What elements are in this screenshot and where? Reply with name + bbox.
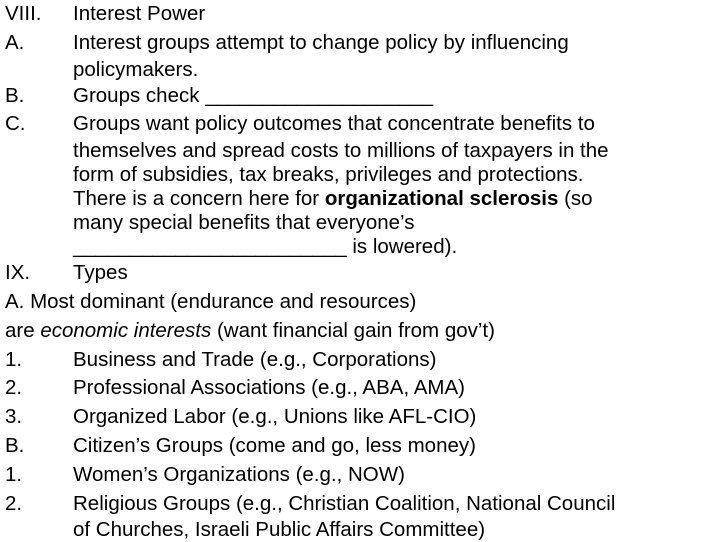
item-text: many special benefits that everyone’s	[73, 211, 415, 235]
emphasis-term: economic interests	[40, 318, 212, 342]
outline-label: 2.	[5, 376, 23, 400]
item-text: Business and Trade (e.g., Corporations)	[73, 347, 437, 371]
outline-label: 3.	[5, 405, 23, 429]
outline-label: B.	[5, 433, 25, 457]
item-text: Religious Groups (e.g., Christian Coalition, National Council	[73, 491, 616, 515]
item-ix-a-line2: are economic interests (want financial gain from gov’t)	[5, 318, 495, 342]
item-text: themselves and spread costs to millions of taxpayers in the	[73, 139, 609, 163]
item-ix-a-line1: A. Most dominant (endurance and resources)	[5, 289, 417, 313]
item-text: Groups want policy outcomes that concentrate benefits to	[73, 112, 595, 136]
item-text: Citizen’s Groups (come and go, less money)	[73, 433, 476, 457]
list-item	[0, 346, 720, 375]
list-item	[0, 490, 720, 542]
outline-label: B.	[5, 83, 25, 107]
heading-text: Types	[73, 261, 128, 285]
list-item	[0, 432, 720, 461]
item-viii-c	[0, 110, 720, 259]
list-item	[0, 461, 720, 490]
outline-label: 1.	[5, 462, 23, 486]
item-text: of Churches, Israeli Public Affairs Committee)	[73, 518, 486, 542]
item-text: Groups check ____________________	[73, 83, 434, 107]
item-viii-a	[0, 29, 720, 82]
list-item	[0, 403, 720, 432]
heading-text: Interest Power	[73, 2, 206, 25]
outline-label: A.	[5, 30, 25, 54]
heading-ix	[0, 259, 720, 288]
item-text: form of subsidies, tax breaks, privileges and protections.	[73, 163, 584, 187]
item-text: Organized Labor (e.g., Unions like AFL-CIO)	[73, 405, 477, 429]
item-text: Interest groups attempt to change policy by influencing	[73, 30, 569, 54]
outline-label: IX.	[5, 261, 31, 285]
outline-label: VIII.	[5, 2, 42, 25]
list-item	[0, 374, 720, 403]
item-text: ________________________ is lowered).	[73, 235, 458, 259]
outline-label: C.	[5, 112, 26, 136]
item-text: Women’s Organizations (e.g., NOW)	[73, 462, 405, 486]
outline-label: 2.	[5, 491, 23, 515]
heading-viii	[0, 0, 720, 29]
item-viii-b	[0, 82, 720, 111]
item-text: policymakers.	[73, 57, 199, 81]
item-text-line4: There is a concern here for organizational sclerosis (so	[73, 187, 593, 211]
key-term: organizational sclerosis	[324, 187, 559, 211]
outline-label: 1.	[5, 347, 23, 371]
item-text: Professional Associations (e.g., ABA, AMA)	[73, 376, 465, 400]
